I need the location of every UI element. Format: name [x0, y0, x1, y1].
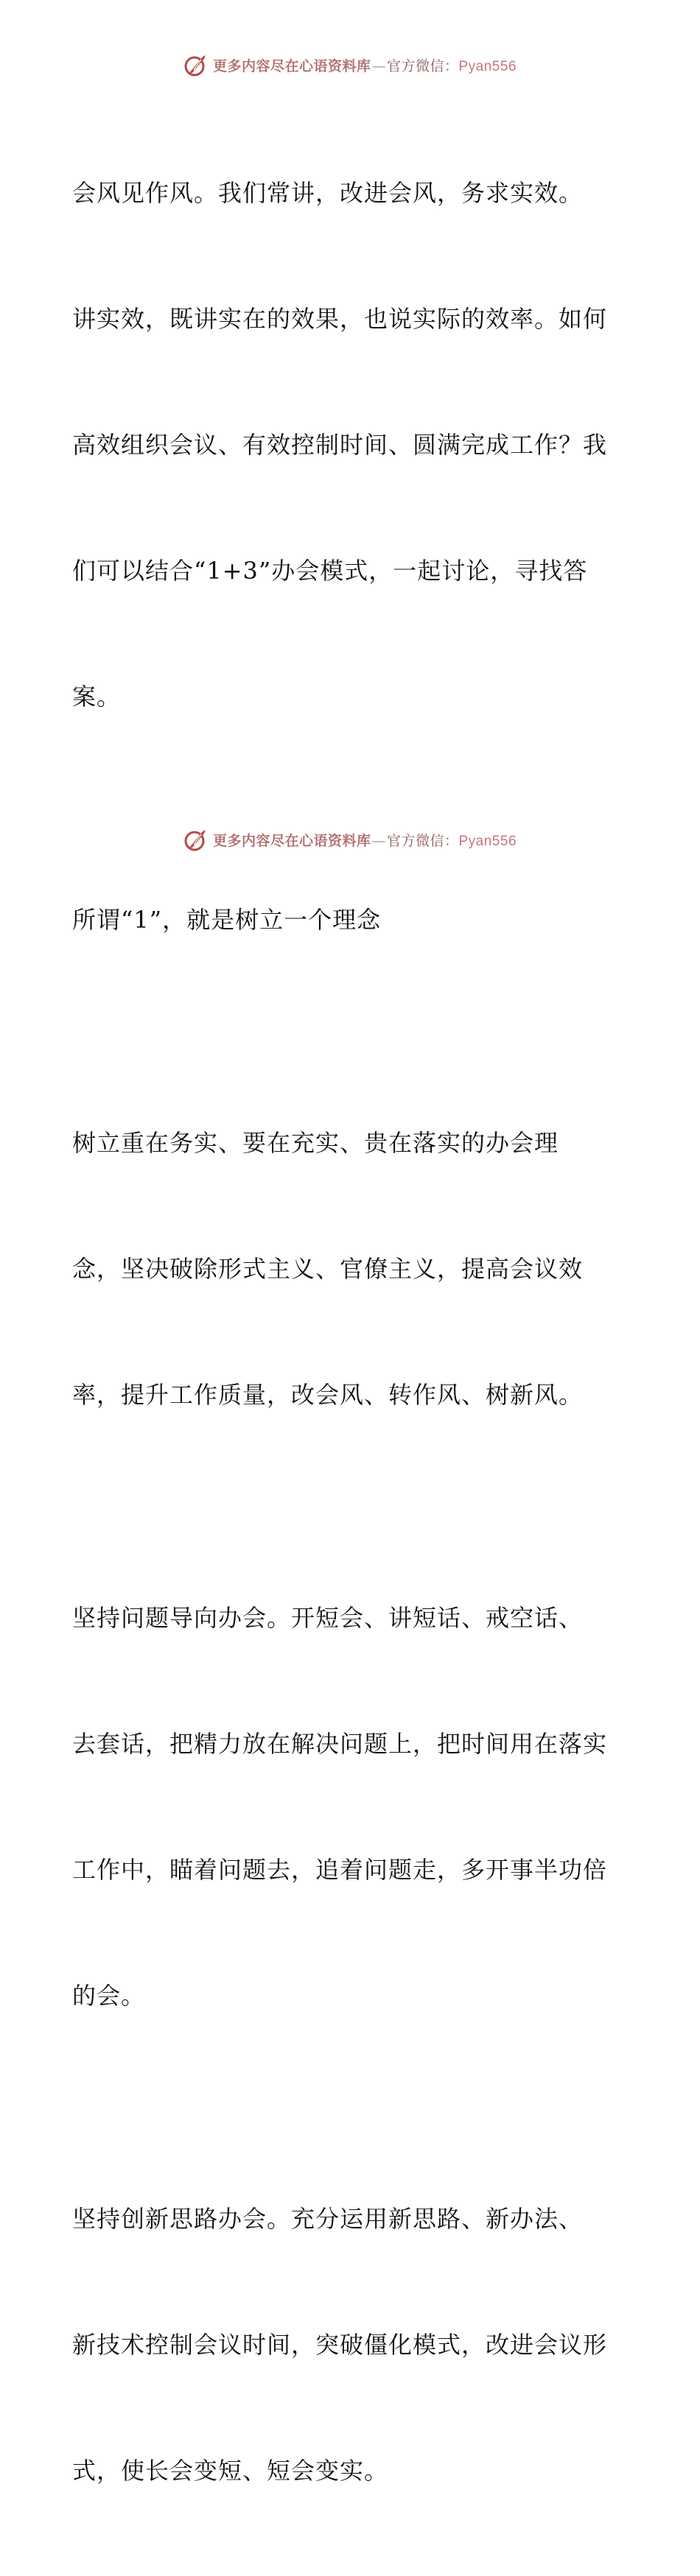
header-banner-dash: — [371, 57, 386, 74]
paragraph-1 [72, 88, 632, 802]
paragraph-gap [72, 2101, 632, 2114]
header-banner-site: 更多内容尽在心语资料库 [212, 57, 371, 74]
paragraph-3 [72, 1038, 632, 1500]
paragraph-line: 念，坚决破除形式主义、官僚主义，提高会议效 [72, 1255, 584, 1283]
paragraph-line: 坚持问题导向办会。开短会、讲短话、戒空话、 [72, 1604, 584, 1632]
paragraph-gap [72, 802, 632, 815]
paragraph-line: 们可以结合“1+3”办会模式，一起讨论，寻找答 [72, 557, 588, 585]
quill-logo-icon [183, 827, 209, 852]
paragraph-gap [72, 1025, 632, 1038]
footer-banner-site: 更多内容尽在心语资料库 [212, 832, 371, 849]
section-heading: 所谓“1”，就是树立一个理念 [72, 906, 382, 934]
document-body [72, 88, 632, 2576]
paragraph-line: 的会。 [72, 1982, 146, 2010]
header-banner-wechat-label: 官方微信： [386, 57, 459, 74]
header-banner-wechat-id: Pyan556 [458, 58, 517, 74]
paragraph-line: 案。 [72, 683, 122, 711]
paragraph-4 [72, 1513, 632, 2101]
footer-banner [0, 825, 700, 854]
paragraph-line: 会风见作风。我们常讲，改进会风，务求实效。 [72, 179, 584, 207]
paragraph-line: 讲实效，既讲实在的效果，也说实际的效率。如何 [72, 305, 608, 333]
paragraph-line: 高效组织会议、有效控制时间、圆满完成工作？我 [72, 431, 608, 459]
quill-logo-icon [183, 52, 209, 77]
paragraph-gap [72, 1500, 632, 1513]
paragraph-line: 率，提升工作质量，改会风、转作风、树新风。 [72, 1381, 584, 1409]
paragraph-line: 工作中，瞄着问题去，追着问题走，多开事半功倍 [72, 1856, 608, 1884]
header-banner [0, 50, 700, 80]
footer-banner-wechat-label: 官方微信： [386, 832, 459, 849]
paragraph-line: 去套话，把精力放在解决问题上，把时间用在落实 [72, 1730, 608, 1758]
footer-banner-dash: — [371, 832, 386, 849]
paragraph-line: 新技术控制会议时间，突破僵化模式，改进会议形 [72, 2331, 608, 2359]
footer-banner-wechat-id: Pyan556 [458, 833, 517, 849]
paragraph-5 [72, 2114, 632, 2576]
header-banner-inner [183, 52, 517, 77]
paragraph-line: 坚持创新思路办会。充分运用新思路、新办法、 [72, 2205, 584, 2233]
paragraph-line: 式，使长会变短、短会变实。 [72, 2457, 389, 2485]
footer-banner-text [213, 830, 517, 850]
header-banner-text [213, 55, 517, 75]
footer-banner-inner [183, 827, 517, 852]
paragraph-line: 树立重在务实、要在充实、贵在落实的办会理 [72, 1129, 559, 1157]
